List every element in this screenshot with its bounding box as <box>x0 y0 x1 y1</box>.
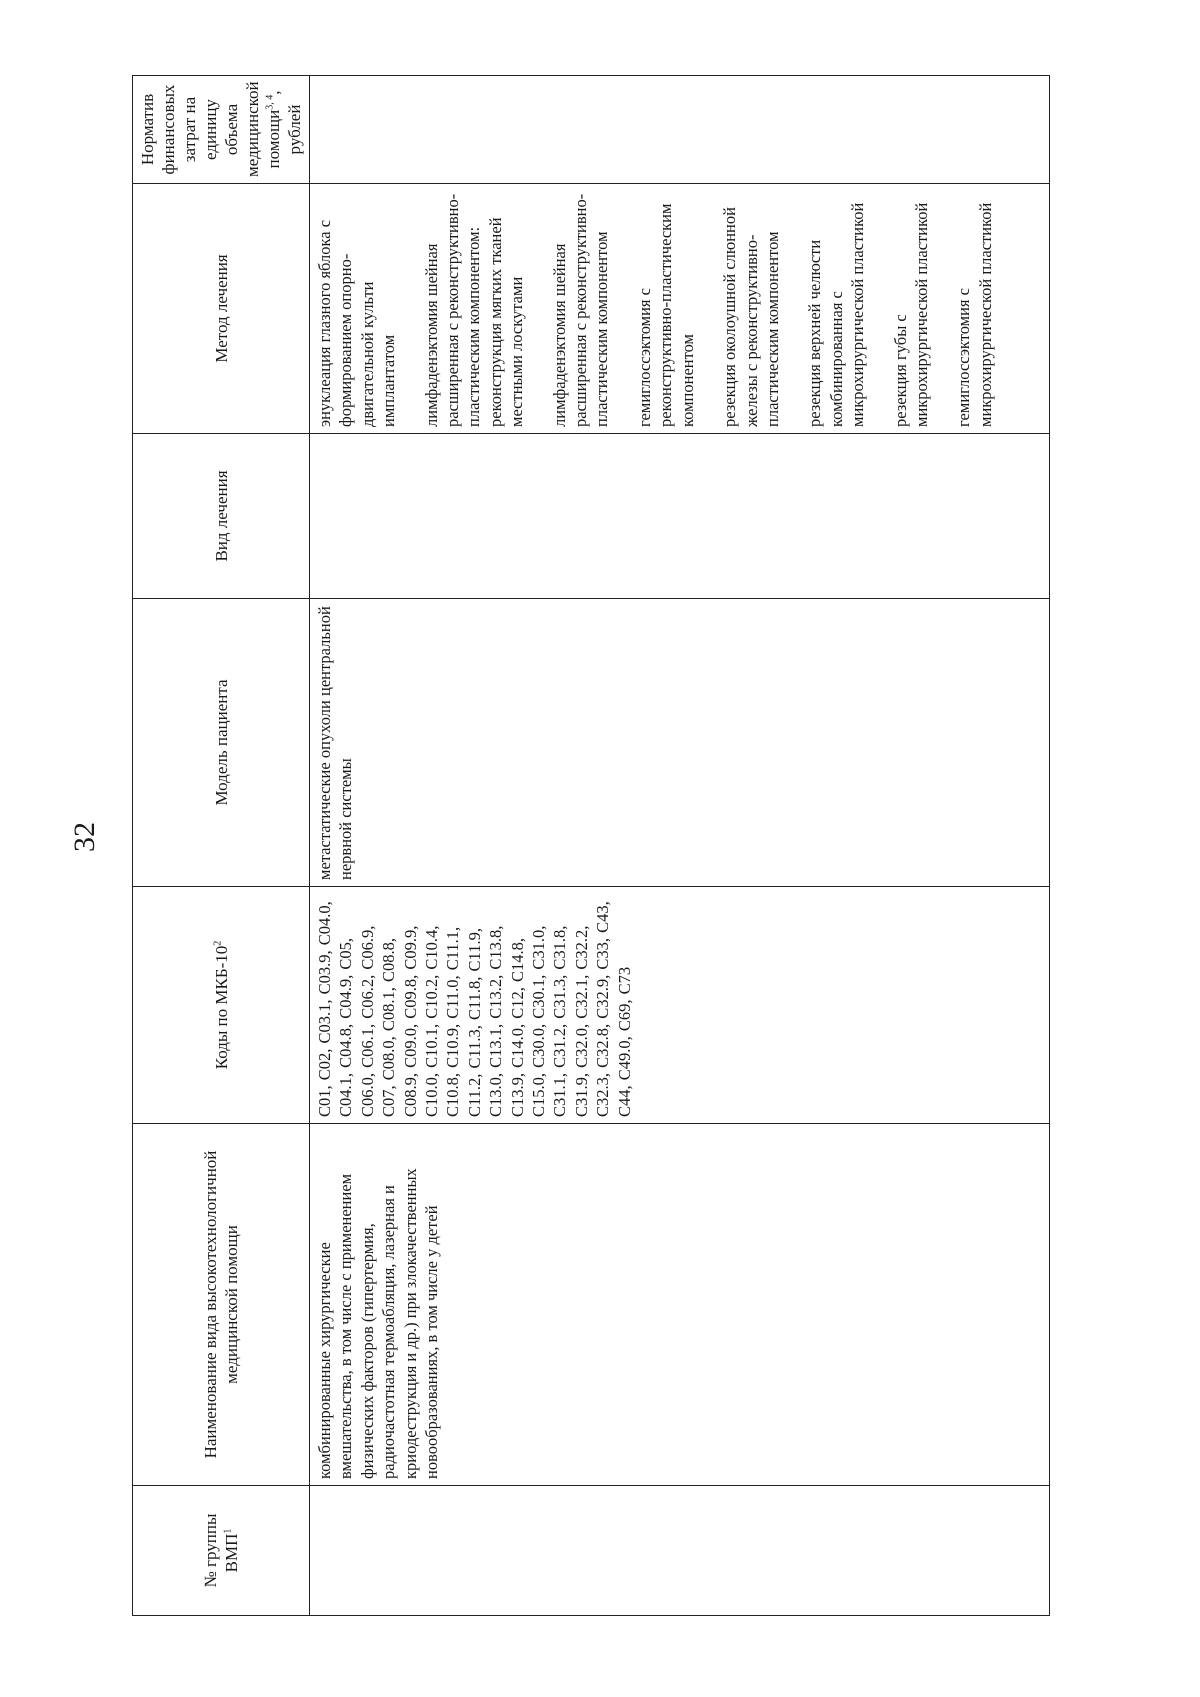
cell-codes: C01, C02, C03.1, C03.9, C04.0, C04.1, C04.8, C04.9, C05, C06.0, C06.1, C06.2, C06.9, C07, C08.0, C08.1, C08.8, C08.9, C09.0, C09.8, C09.9, C10.0, C10.1, C10.2, C10.4, C10.8, C10.9, C11.0, C11.1, C11.2, C11.3, C11.8, C11.9, C13.0, C13.1, C13.2, C13.8, C13.9, C14.0, C12, C14.8, C15.0, C30.0, C30.1, C31.0, C31.1, C31.2, C31.3, C31.8, C31.9, C32.0, C32.1, C32.2, C32.3, C32.8, C32.9, C33, C43, C44, C49.0, C69, C73 <box>310 887 1050 1124</box>
method-item: лимфаденэктомия шейная расширенная с реконструктивно-пластическим компонентом: реконструкция мягких тканей местными лоскутами <box>421 193 527 427</box>
method-item: гемиглоссэктомия с реконструктивно-пластическим компонентом <box>634 203 697 427</box>
method-item: резекция околоушной слюнной железы с реконструктивно-пластическим компонентом <box>720 207 782 427</box>
header-name: Наименование вида высокотехнологичной медицинской помощи <box>133 1124 310 1486</box>
header-method: Метод лечения <box>133 184 310 434</box>
table-row <box>310 76 1050 1616</box>
vmp-table <box>132 75 1050 1616</box>
header-norm: Норматив финансовых затрат на единицу объема медицинской помощи$^{3, 4}$, рублей <box>133 76 310 184</box>
cell-norm <box>310 76 1050 184</box>
cell-method <box>310 184 1050 434</box>
method-item: гемиглоссэктомия с микрохирургической пластикой <box>954 202 995 427</box>
header-patient-model: Модель пациента <box>133 599 310 887</box>
cell-group-no <box>310 1486 1050 1616</box>
method-item: энуклеация глазного яблока с формированием опорно-двигательной культи имплантатом <box>315 219 399 427</box>
cell-patient-model: метастатические опухоли центральной нервной системы <box>310 599 1050 887</box>
header-group-no: № группы ВМП$^1$ <box>133 1486 310 1616</box>
rotated-table-frame <box>132 76 1050 1616</box>
page-number: 32 <box>68 822 101 852</box>
cell-name: комбинированные хирургические вмешательства, в том числе с применением физических факторов (гипертермия, радиочастотная термоабляция, лазерная и криодеструкция и др.) при злокачественных новообразованиях, в том числе у детей <box>310 1124 1050 1486</box>
header-row <box>133 76 310 1616</box>
method-item: резекция верхней челюсти комбинированная с микрохирургической пластикой <box>805 202 868 427</box>
header-treatment-type: Вид лечения <box>133 434 310 599</box>
cell-treatment-type <box>310 434 1050 599</box>
method-item: лимфаденэктомия шейная расширенная с реконструктивно-пластическим компонентом <box>549 193 612 427</box>
method-item: резекция губы с микрохирургической пластикой <box>890 202 931 427</box>
header-codes: Коды по МКБ-$10^2$ <box>133 887 310 1124</box>
